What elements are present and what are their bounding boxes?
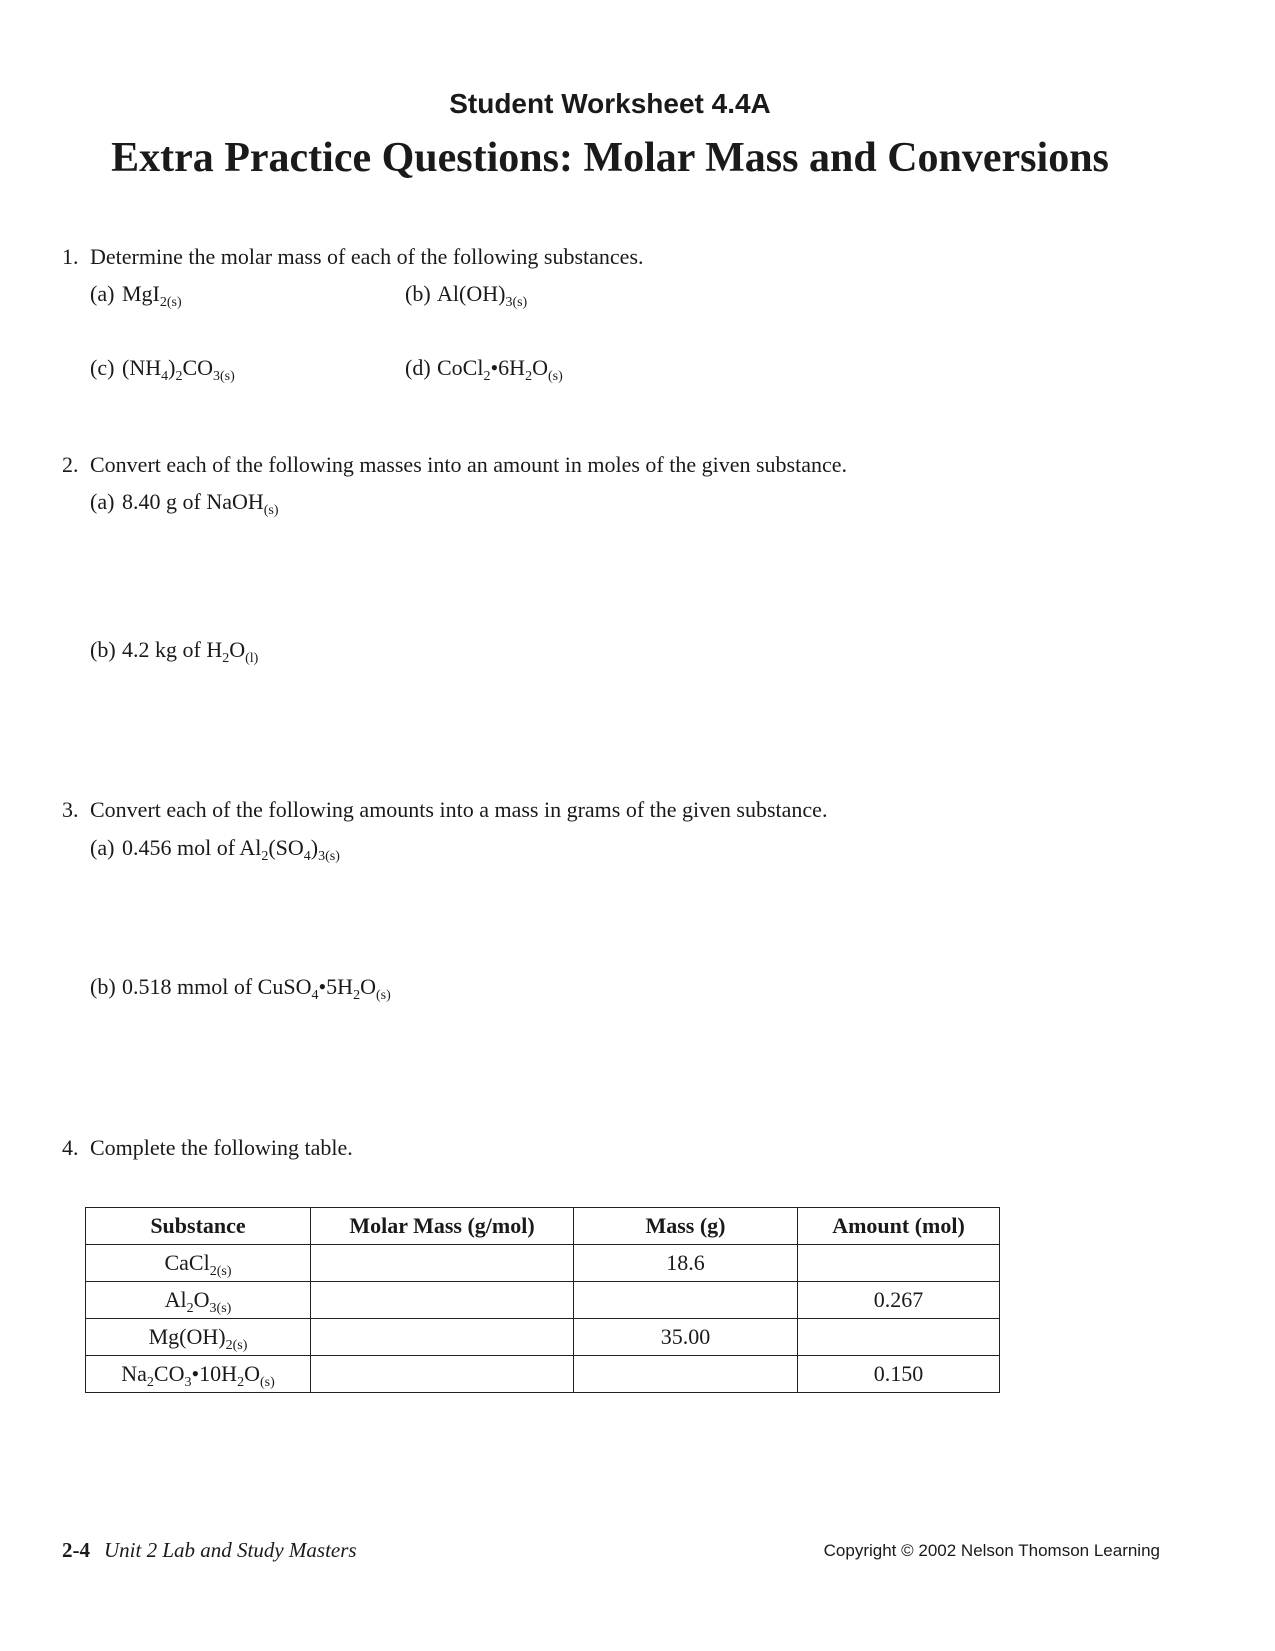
header-molar-mass: Molar Mass (g/mol) xyxy=(311,1208,574,1245)
cell-amount[interactable] xyxy=(798,1245,1000,1282)
formula: MgI$_{2(s)}$ xyxy=(122,281,182,310)
question-number: 2. xyxy=(62,452,79,477)
question-text: Convert each of the following masses into an amount in moles of the given substance. xyxy=(90,452,848,477)
worksheet-label: Student Worksheet 4.4A xyxy=(449,88,771,119)
question-4 xyxy=(62,1135,353,1161)
header-mass: Mass (g) xyxy=(574,1208,798,1245)
cell-substance: $Al_2O_{3(s)}$ xyxy=(86,1282,311,1319)
formula: $(NH_4)_2CO_{3(s)}$ xyxy=(122,355,235,384)
formula: 4.2 kg of $H_2O_{(l)}$ xyxy=(122,637,259,666)
footer-left xyxy=(62,1538,357,1563)
formula: $Al(OH)_{3(s)}$ xyxy=(437,281,528,310)
question-number: 1. xyxy=(62,244,79,269)
table-row xyxy=(86,1282,1000,1319)
item-label: (a) xyxy=(90,489,115,514)
q2-item-a xyxy=(90,489,279,518)
question-text: Determine the molar mass of each of the following substances. xyxy=(90,244,644,269)
table-row xyxy=(86,1245,1000,1282)
header-substance: Substance xyxy=(86,1208,311,1245)
q1-item-b xyxy=(405,281,528,310)
question-number: 4. xyxy=(62,1135,79,1160)
formula: 8.40 g of NaOH$_{(s)}$ xyxy=(122,489,279,518)
item-label: (c) xyxy=(90,355,115,380)
data-table xyxy=(85,1207,1000,1393)
item-label: (b) xyxy=(405,281,431,306)
item-label: (b) xyxy=(90,974,116,999)
table-row xyxy=(86,1319,1000,1356)
cell-substance: $Mg(OH)_{2(s)}$ xyxy=(86,1319,311,1356)
item-label: (a) xyxy=(90,281,115,306)
item-label: (d) xyxy=(405,355,431,380)
q1-item-a xyxy=(90,281,182,310)
book-title: Unit 2 Lab and Study Masters xyxy=(104,1538,357,1562)
cell-amount: 0.150 xyxy=(798,1356,1000,1393)
question-text: Complete the following table. xyxy=(90,1135,353,1160)
cell-amount[interactable] xyxy=(798,1319,1000,1356)
copyright: Copyright © 2002 Nelson Thomson Learning xyxy=(823,1541,1160,1560)
cell-molar-mass[interactable] xyxy=(311,1282,574,1319)
cell-amount: 0.267 xyxy=(798,1282,1000,1319)
cell-molar-mass[interactable] xyxy=(311,1245,574,1282)
cell-substance: $Na_2CO_3•10H_2O_{(s)}$ xyxy=(86,1356,311,1393)
question-2 xyxy=(62,452,847,478)
q3-item-a xyxy=(90,835,340,864)
cell-molar-mass[interactable] xyxy=(311,1356,574,1393)
cell-mass[interactable] xyxy=(574,1282,798,1319)
cell-mass[interactable] xyxy=(574,1356,798,1393)
page-title: Extra Practice Questions: Molar Mass and Conversions xyxy=(111,135,1109,181)
item-label: (b) xyxy=(90,637,116,662)
page-number: 2-4 xyxy=(62,1538,90,1562)
q2-item-b xyxy=(90,637,259,666)
cell-substance: CaCl$_{2(s)}$ xyxy=(86,1245,311,1282)
q3-item-b xyxy=(90,974,391,1003)
cell-mass: 18.6 xyxy=(574,1245,798,1282)
formula: $CoCl_2•6H_2O_{(s)}$ xyxy=(437,355,563,384)
question-text: Convert each of the following amounts into a mass in grams of the given substance. xyxy=(90,797,828,822)
question-number: 3. xyxy=(62,797,79,822)
question-1 xyxy=(62,244,644,270)
formula: 0.456 mol of $Al_2(SO_4)_{3(s)}$ xyxy=(122,835,340,864)
q1-item-d xyxy=(405,355,563,384)
cell-mass: 35.00 xyxy=(574,1319,798,1356)
formula: 0.518 mmol of $CuSO_4•5H_2O_{(s)}$ xyxy=(122,974,391,1003)
item-label: (a) xyxy=(90,835,115,860)
table-header-row xyxy=(86,1208,1000,1245)
question-3 xyxy=(62,797,827,823)
cell-molar-mass[interactable] xyxy=(311,1319,574,1356)
header-amount: Amount (mol) xyxy=(798,1208,1000,1245)
table-row xyxy=(86,1356,1000,1393)
q1-item-c xyxy=(90,355,235,384)
